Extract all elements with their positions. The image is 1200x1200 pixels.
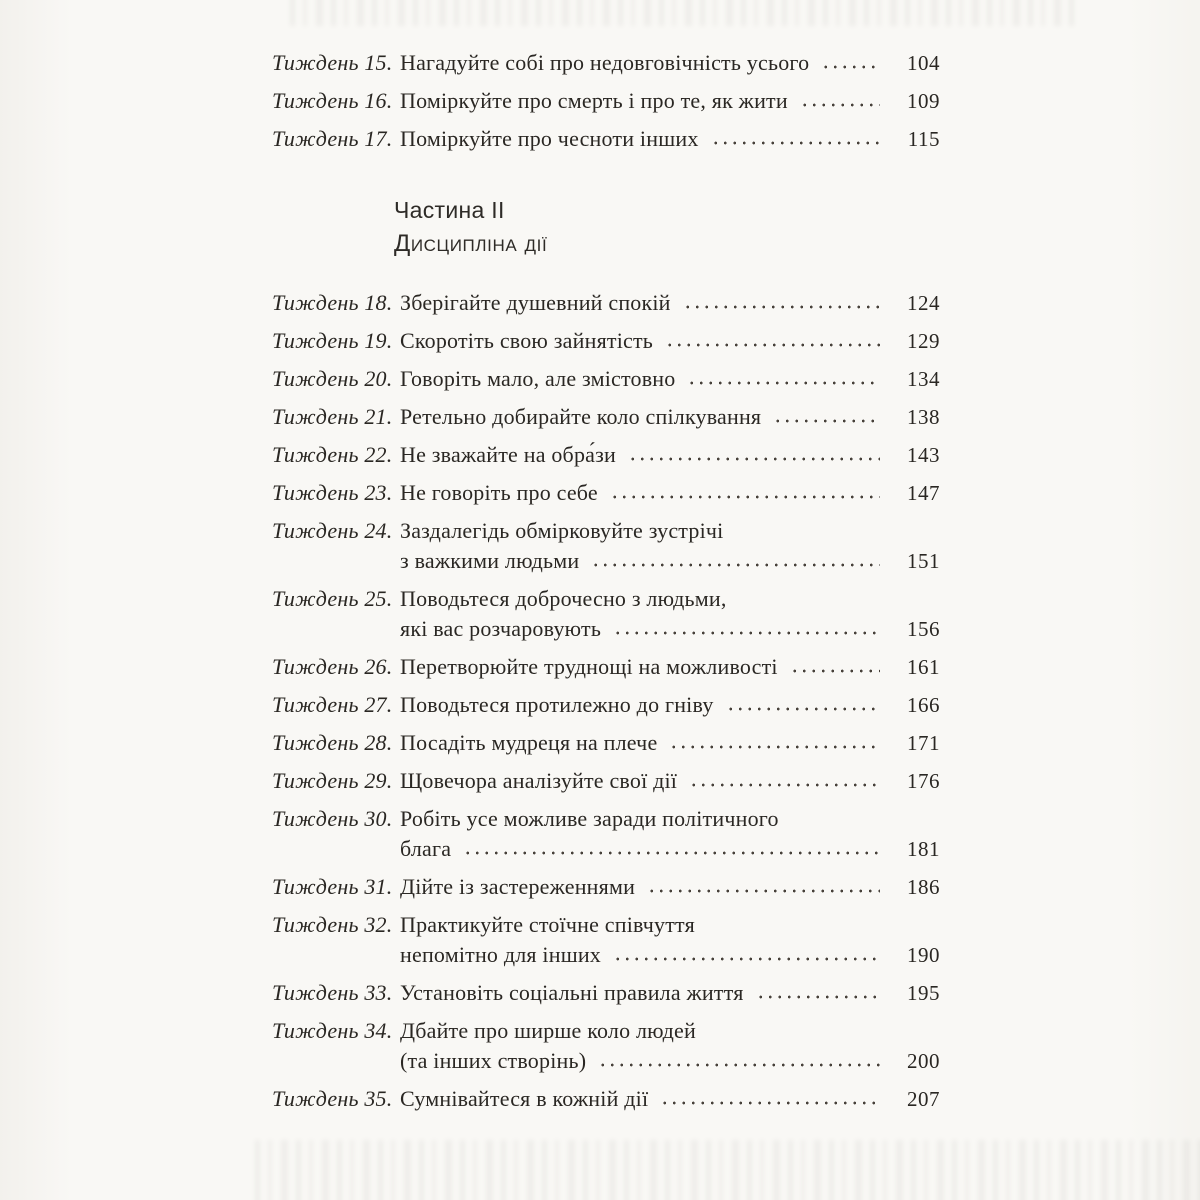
toc-entry-title: з важкими людьми	[400, 548, 580, 573]
toc-entry-title: Поводьтеся протилежно до гніву	[400, 692, 714, 717]
toc-entry-line	[400, 766, 940, 796]
toc-entry-week-label: Тиждень 34.	[272, 1018, 393, 1043]
toc-entry-line	[400, 910, 940, 940]
toc-entry-line	[400, 978, 940, 1008]
dot-leader	[665, 326, 880, 356]
toc-entry-title: Зберігайте душевний спокій	[400, 290, 671, 315]
toc-entry-lines	[400, 652, 940, 682]
toc-entry-lines	[400, 872, 940, 902]
toc-entry-lines	[400, 86, 940, 116]
toc-entry-title: Посадіть мудреця на плече	[400, 730, 658, 755]
dot-leader	[711, 124, 880, 154]
toc-entry-page-number: 156	[907, 617, 940, 641]
toc-entry-page-number: 161	[907, 655, 940, 679]
toc-entry-title: Робіть усе можливе заради політичного	[400, 806, 779, 831]
toc-entry-week-label: Тиждень 35.	[272, 1086, 393, 1111]
toc-entry-line	[400, 516, 940, 546]
toc-entry-lines	[400, 584, 940, 644]
toc-entry-week-label: Тиждень 26.	[272, 654, 393, 679]
dot-leader	[756, 978, 880, 1008]
toc-entry-page-number: 186	[907, 875, 940, 899]
toc-entry-title: блага	[400, 836, 452, 861]
toc-entry-title: Скоротіть свою зайнятість	[400, 328, 654, 353]
toc-entry-page-number: 129	[907, 329, 940, 353]
toc-entry	[272, 86, 940, 116]
toc-entry-line	[400, 440, 940, 470]
toc-entry	[272, 652, 940, 682]
toc-entry	[272, 910, 940, 970]
toc-entry-line	[400, 690, 940, 720]
dot-leader	[821, 48, 880, 78]
dot-leader	[726, 690, 880, 720]
toc-entry-title: Практикуйте стоїчне співчуття	[400, 912, 695, 937]
scan-bleedthrough-top	[290, 0, 1080, 26]
toc-entry-line	[400, 940, 940, 970]
toc-entry-title: Нагадуйте собі про недовговічність усього	[400, 50, 810, 75]
toc-entry-title: (та інших створінь)	[400, 1048, 587, 1073]
dot-leader	[689, 766, 880, 796]
toc-entry-line	[400, 872, 940, 902]
dot-leader	[628, 440, 880, 470]
toc-entry-lines	[400, 690, 940, 720]
toc-entry	[272, 584, 940, 644]
toc-entry	[272, 48, 940, 78]
toc-entry-page-number: 190	[907, 943, 940, 967]
toc-entry-lines	[400, 1084, 940, 1114]
toc-entry-week-label: Тиждень 15.	[272, 50, 393, 75]
toc-entry-title: Перетворюйте труднощі на можливості	[400, 654, 778, 679]
toc-entry-page-number: 195	[907, 981, 940, 1005]
toc-entry-title: Дійте із застереженнями	[400, 874, 636, 899]
toc-entry-week-label: Тиждень 27.	[272, 692, 393, 717]
dot-leader	[598, 1046, 880, 1076]
toc-entry-lines	[400, 1016, 940, 1076]
dot-leader	[610, 478, 880, 508]
toc-entry	[272, 402, 940, 432]
toc-entry-line	[400, 584, 940, 614]
toc-entry-title: Говоріть мало, але змістовно	[400, 366, 676, 391]
toc-entry-page-number: 124	[907, 291, 940, 315]
toc-entry-page-number: 207	[907, 1087, 940, 1111]
toc-entry-page-number: 104	[907, 51, 940, 75]
toc-entry-line	[400, 652, 940, 682]
toc-entry-week-label: Тиждень 30.	[272, 806, 393, 831]
toc-entry-title: Щовечора аналізуйте свої дії	[400, 768, 678, 793]
dot-leader	[683, 288, 880, 318]
toc-entry-lines	[400, 766, 940, 796]
dot-leader	[800, 86, 880, 116]
dot-leader	[463, 834, 880, 864]
toc-entry-week-label: Тиждень 31.	[272, 874, 393, 899]
part-title: Дисципліна дії	[394, 230, 548, 257]
toc-entry-line	[400, 402, 940, 432]
toc-entry-page-number: 138	[907, 405, 940, 429]
toc-entry-line	[400, 834, 940, 864]
toc-entry-title: Заздалегідь обмірковуйте зустрічі	[400, 518, 724, 543]
toc-entry-page-number: 147	[907, 481, 940, 505]
toc-entry-title: Установіть соціальні правила життя	[400, 980, 744, 1005]
toc-entry	[272, 766, 940, 796]
toc-entry-lines	[400, 804, 940, 864]
toc-entry-lines	[400, 124, 940, 154]
toc-entry-line	[400, 1084, 940, 1114]
toc-entry-page-number: 200	[907, 1049, 940, 1073]
toc-entry-title: Дбайте про ширше коло людей	[400, 1018, 696, 1043]
toc-entry-week-label: Тиждень 25.	[272, 586, 393, 611]
toc-entry-page-number: 109	[907, 89, 940, 113]
toc-entry-week-label: Тиждень 22.	[272, 442, 393, 467]
toc-entry-lines	[400, 516, 940, 576]
dot-leader	[613, 614, 880, 644]
toc-entry	[272, 690, 940, 720]
dot-leader	[773, 402, 880, 432]
toc-entry-lines	[400, 910, 940, 970]
dot-leader	[660, 1084, 880, 1114]
toc-entry-line	[400, 86, 940, 116]
toc-entry-week-label: Тиждень 21.	[272, 404, 393, 429]
toc-entry-line	[400, 1046, 940, 1076]
part-heading	[394, 194, 940, 262]
toc-entry-title: які вас розчаровують	[400, 616, 602, 641]
toc-entry-week-label: Тиждень 20.	[272, 366, 393, 391]
toc-entry-lines	[400, 48, 940, 78]
toc-entry-week-label: Тиждень 33.	[272, 980, 393, 1005]
toc-entry-title: Поміркуйте про смерть і про те, як жити	[400, 88, 788, 113]
toc-entry-lines	[400, 978, 940, 1008]
toc-entry-week-label: Тиждень 16.	[272, 88, 393, 113]
toc-entry	[272, 516, 940, 576]
toc-entry-line	[400, 288, 940, 318]
toc-entry	[272, 978, 940, 1008]
toc-entry-week-label: Тиждень 18.	[272, 290, 393, 315]
toc-entry-line	[400, 614, 940, 644]
toc-entry-page-number: 115	[907, 127, 940, 151]
dot-leader	[790, 652, 880, 682]
toc-entry-week-label: Тиждень 28.	[272, 730, 393, 755]
toc-entry-title: Не говоріть про себе	[400, 480, 598, 505]
toc-entry	[272, 124, 940, 154]
dot-leader	[687, 364, 880, 394]
dot-leader	[647, 872, 880, 902]
toc-entry-title: Сумнівайтеся в кожній дії	[400, 1086, 649, 1111]
part-kicker: Частина II	[394, 197, 505, 223]
toc-entry-lines	[400, 402, 940, 432]
toc-entry-line	[400, 124, 940, 154]
toc-entry	[272, 804, 940, 864]
toc-entry-page-number: 166	[907, 693, 940, 717]
toc-entry-week-label: Тиждень 23.	[272, 480, 393, 505]
toc-entry-lines	[400, 326, 940, 356]
toc-entry-week-label: Тиждень 32.	[272, 912, 393, 937]
toc-entry-line	[400, 364, 940, 394]
toc-entry-week-label: Тиждень 17.	[272, 126, 393, 151]
toc-entry-title: Ретельно добирайте коло спілкування	[400, 404, 762, 429]
toc-entry	[272, 326, 940, 356]
toc-entry-week-label: Тиждень 24.	[272, 518, 393, 543]
toc-entry-week-label: Тиждень 29.	[272, 768, 393, 793]
toc-entry-page-number: 176	[907, 769, 940, 793]
toc-entry-lines	[400, 728, 940, 758]
dot-leader	[591, 546, 880, 576]
toc-entry	[272, 872, 940, 902]
toc-entry-page-number: 171	[907, 731, 940, 755]
toc-entry	[272, 1084, 940, 1114]
toc-entry-page-number: 181	[907, 837, 940, 861]
toc-entry-page-number: 151	[907, 549, 940, 573]
toc-entry	[272, 440, 940, 470]
toc-entry	[272, 728, 940, 758]
toc-entry-line	[400, 48, 940, 78]
toc-entry-week-label: Тиждень 19.	[272, 328, 393, 353]
toc-entry-lines	[400, 288, 940, 318]
toc-entry-lines	[400, 478, 940, 508]
toc-entry-line	[400, 546, 940, 576]
toc-entry-page-number: 143	[907, 443, 940, 467]
toc-entry-line	[400, 804, 940, 834]
toc-entry-lines	[400, 440, 940, 470]
toc-entry-page-number: 134	[907, 367, 940, 391]
toc-entry-line	[400, 728, 940, 758]
toc-entry-line	[400, 1016, 940, 1046]
dot-leader	[669, 728, 880, 758]
toc-entry-line	[400, 478, 940, 508]
toc-entry-title: Не зважайте на обра́зи	[400, 442, 616, 467]
toc-entry-line	[400, 326, 940, 356]
toc-entry	[272, 364, 940, 394]
toc-entry-title: непомітно для інших	[400, 942, 602, 967]
toc-entry	[272, 288, 940, 318]
toc-entry-title: Поводьтеся доброчесно з людьми,	[400, 586, 727, 611]
scan-bleedthrough-bottom	[255, 1140, 1200, 1200]
dot-leader	[613, 940, 880, 970]
toc-entry-lines	[400, 364, 940, 394]
toc-entry	[272, 1016, 940, 1076]
toc-entry-title: Поміркуйте про чесноти інших	[400, 126, 699, 151]
toc-entry	[272, 478, 940, 508]
table-of-contents	[272, 48, 940, 1122]
